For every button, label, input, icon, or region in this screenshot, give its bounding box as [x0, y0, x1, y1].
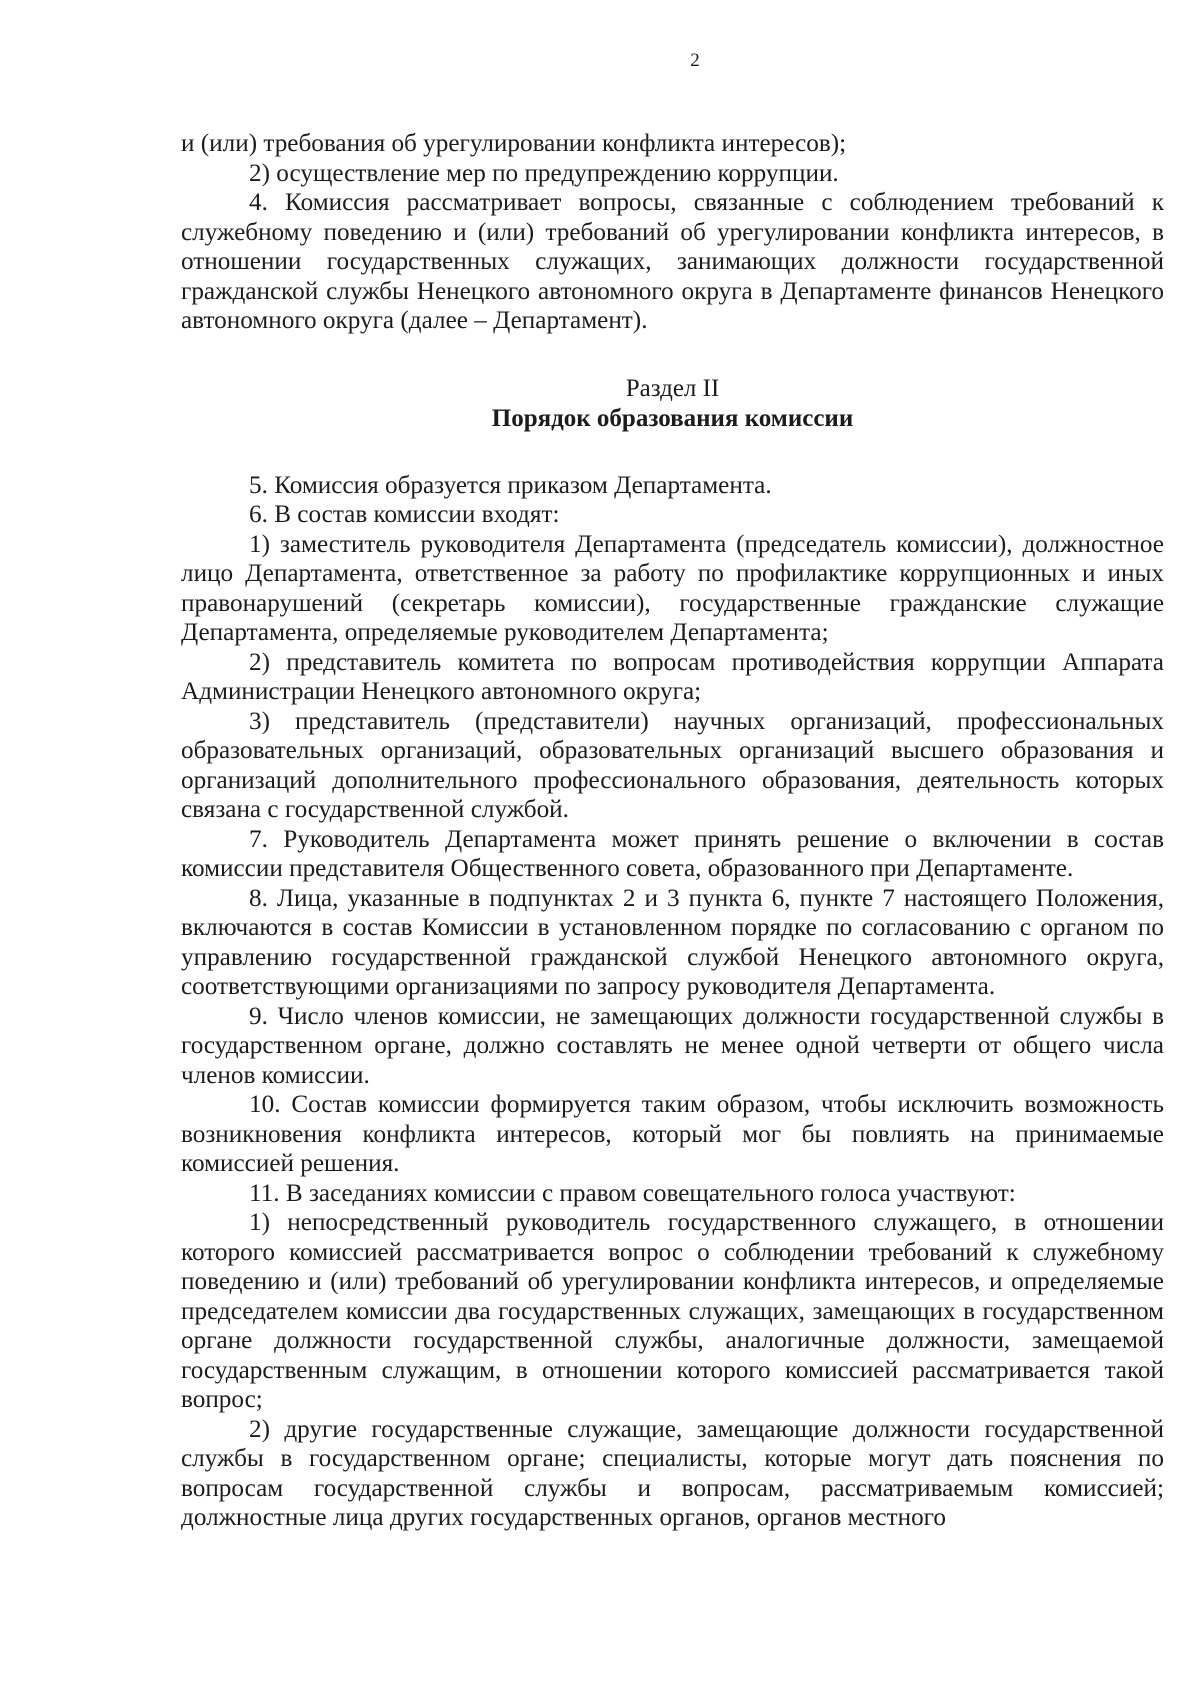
section-heading [181, 374, 1164, 434]
paragraph-10: 10. Состав комиссии формируется таким образом, чтобы исключить возможность возникновения конфликта интересов, который мог бы повлиять на принимаемые комиссией решения. [181, 1091, 1164, 1177]
paragraph-11-item-1: 1) непосредственный руководитель государственного служащего, в отношении которого комиссией рассматривается вопрос о соблюдении требований к служебному поведению и (или) требований об урегулировании конфликта интересов, и определяемые председателем комиссии два государственных служащих, замещающих в государственном органе должности государственной службы, аналогичные должности, замещаемой государственным служащим, в отношении которого комиссией рассматривается такой вопрос; [181, 1209, 1164, 1413]
page-number: 2 [690, 50, 700, 71]
intro-paragraph-1: и (или) требования об урегулировании конфликта интересов); [181, 130, 847, 157]
paragraph-6-item-3: 3) представитель (представители) научных организаций, профессиональных образовательных организаций, образовательных организаций высшего образования и организаций дополнительного профессионального образования, деятельность которых связана с государственной службой. [181, 707, 1164, 823]
section-label: Раздел II [625, 374, 720, 402]
section-title: Порядок образования комиссии [491, 404, 854, 432]
paragraph-8: 8. Лица, указанные в подпунктах 2 и 3 пункта 6, пункте 7 настоящего Положения, включаются в состав Комиссии в установленном порядке по согласованию с органом по управлению государственной гражданской службой Ненецкого автономного округа, соответствующими организациями по запросу руководителя Департамента. [181, 884, 1164, 1000]
paragraph-11: 11. В заседаниях комиссии с правом совещательного голоса участвуют: [249, 1179, 1016, 1207]
paragraph-9: 9. Число членов комиссии, не замещающих должности государственной службы в государственном органе, должно составлять не менее одной четверти от общего числа членов комиссии. [181, 1002, 1164, 1089]
paragraph-6: 6. В состав комиссии входят: [249, 501, 560, 528]
paragraph-11-item-2: 2) другие государственные служащие, замещающие должности государственной службы в государственном органе; специалисты, которые могут дать пояснения по вопросам государственной службы и вопросам, рассматриваемым комиссией; должностные лица других государственных органов, органов местного [181, 1415, 1164, 1531]
paragraph-6-item-1: 1) заместитель руководителя Департамента (председатель комиссии), должностное лицо Департамента, ответственное за работу по профилактике коррупционных и иных правонарушений (секретарь комиссии), государственные гражданские служащие Департамента, определяемые руководителем Департамента; [181, 530, 1164, 646]
paragraph-6-item-2: 2) представитель комитета по вопросам противодействия коррупции Аппарата Администрации Ненецкого автономного округа; [181, 648, 1164, 705]
intro-paragraph-3: 4. Комиссия рассматривает вопросы, связанные с соблюдением требований к служебному поведению и (или) требований об урегулировании конфликта интересов, в отношении государственных служащих, занимающих должности государственной гражданской службы Ненецкого автономного округа в Департаменте финансов Ненецкого автономного округа (далее – Департамент). [181, 189, 1164, 334]
paragraph-7: 7. Руководитель Департамента может принять решение о включении в состав комиссии представителя Общественного совета, образованного при Департаменте. [181, 825, 1164, 882]
paragraph-5: 5. Комиссия образуется приказом Департамента. [249, 471, 772, 499]
document-body [181, 129, 1164, 1533]
intro-paragraph-2: 2) осуществление мер по предупреждению коррупции. [249, 159, 839, 187]
